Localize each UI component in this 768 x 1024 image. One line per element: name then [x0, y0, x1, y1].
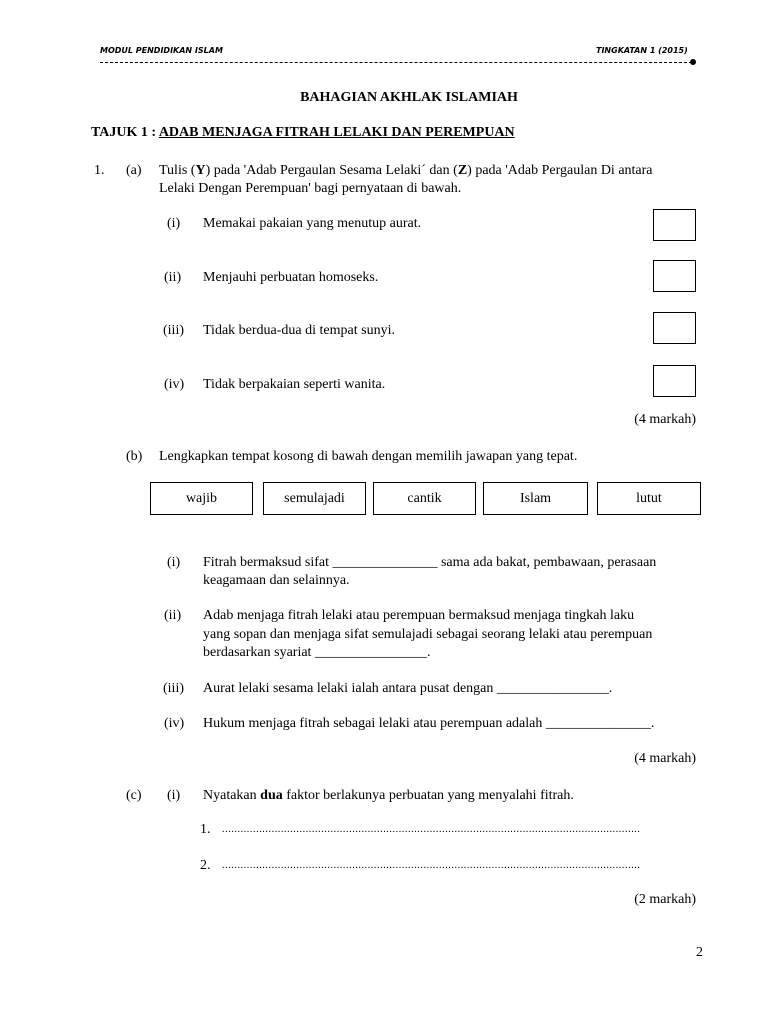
part-b-item-num: (ii)	[164, 608, 182, 623]
section-title: BAHAGIAN AKHLAK ISLAMIAH	[300, 90, 518, 105]
part-b-marks: (4 markah)	[634, 751, 696, 766]
header-module-name: MODUL PENDIDIKAN ISLAM	[100, 46, 223, 55]
topic-title	[91, 125, 515, 141]
answer-box-3[interactable]	[653, 312, 696, 344]
part-a-z: Z	[457, 163, 468, 178]
topic-prefix: TAJUK 1 :	[91, 125, 159, 140]
word-option-box	[483, 482, 588, 515]
part-a-item-text: Menjauhi perbuatan homoseks.	[203, 270, 379, 285]
part-a-text-1: Tulis (	[159, 163, 196, 178]
part-b-instruction: Lengkapkan tempat kosong di bawah dengan memilih jawapan yang tepat.	[159, 449, 578, 464]
answer-line-dots[interactable]: .......................................................................................................................................	[222, 824, 641, 835]
part-a-item-num: (iii)	[163, 323, 184, 338]
part-b-label: (b)	[126, 449, 143, 464]
part-b-item-num: (i)	[167, 555, 181, 570]
part-b-item-line: yang sopan dan menjaga sifat semulajadi sebagai seorang lelaki atau perempuan	[203, 627, 653, 642]
part-b-item-num: (iii)	[163, 681, 184, 696]
part-a-item-text: Tidak berpakaian seperti wanita.	[203, 377, 386, 392]
part-a-y: Y	[195, 163, 206, 178]
part-a-marks: (4 markah)	[634, 412, 696, 427]
part-c-text-2: faktor berlakunya perbuatan yang menyalahi fitrah.	[282, 788, 574, 803]
part-a-item-text: Memakai pakaian yang menutup aurat.	[203, 216, 422, 231]
part-c-bold: dua	[260, 788, 283, 803]
word-option-box	[150, 482, 253, 515]
word-option-box	[373, 482, 476, 515]
part-a-instruction	[159, 161, 653, 180]
word-option-box	[263, 482, 366, 515]
word-option: semulajadi	[284, 490, 345, 506]
word-option-box	[597, 482, 701, 515]
part-b-item-line: Fitrah bermaksud sifat _______________ sama ada bakat, pembawaan, perasaan	[203, 555, 657, 570]
part-b-item-num: (iv)	[164, 716, 185, 731]
part-b-item-line: berdasarkan syariat ________________.	[203, 645, 431, 660]
part-a-item-num: (i)	[167, 216, 181, 231]
part-a-instruction-line2: Lelaki Dengan Perempuan' bagi pernyataan di bawah.	[159, 181, 462, 196]
word-option: Islam	[519, 490, 552, 506]
answer-line-dots[interactable]: .......................................................................................................................................	[222, 860, 641, 871]
part-c-sub-label: (i)	[167, 788, 181, 803]
answer-line-num: 2.	[200, 858, 211, 873]
part-b-item-line: Hukum menjaga fitrah sebagai lelaki atau perempuan adalah _______________.	[203, 716, 655, 731]
word-option: lutut	[636, 490, 662, 506]
answer-line-num: 1.	[200, 822, 211, 837]
answer-box-1[interactable]	[653, 209, 696, 241]
part-c-marks: (2 markah)	[634, 892, 696, 907]
question-number: 1.	[94, 163, 105, 178]
word-option: wajib	[185, 490, 218, 506]
header-form-level: TINGKATAN 1 (2015)	[596, 46, 688, 55]
part-a-item-num: (iv)	[164, 377, 185, 392]
part-b-item-line: Adab menjaga fitrah lelaki atau perempuan bermaksud menjaga tingkah laku	[203, 608, 635, 623]
part-a-item-text: Tidak berdua-dua di tempat sunyi.	[203, 323, 395, 338]
part-c-label: (c)	[126, 788, 142, 803]
topic-name: ADAB MENJAGA FITRAH LELAKI DAN PEREMPUAN	[158, 125, 515, 140]
header-divider	[100, 62, 692, 63]
part-a-item-num: (ii)	[164, 270, 182, 285]
answer-box-2[interactable]	[653, 260, 696, 292]
header-divider-end-dot	[690, 59, 696, 65]
part-a-label: (a)	[126, 163, 142, 178]
part-c-instruction	[203, 786, 574, 805]
page-number: 2	[696, 945, 703, 960]
part-c-text-1: Nyatakan	[203, 788, 261, 803]
part-b-item-line: Aurat lelaki sesama lelaki ialah antara pusat dengan ________________.	[203, 681, 613, 696]
part-b-item-line: keagamaan dan selainnya.	[203, 573, 350, 588]
part-a-text-3: ) pada 'Adab Pergaulan Di antara	[467, 163, 653, 178]
word-option: cantik	[407, 490, 442, 506]
answer-box-4[interactable]	[653, 365, 696, 397]
part-a-text-2: ) pada 'Adab Pergaulan Sesama Lelaki´ dan (	[205, 163, 458, 178]
